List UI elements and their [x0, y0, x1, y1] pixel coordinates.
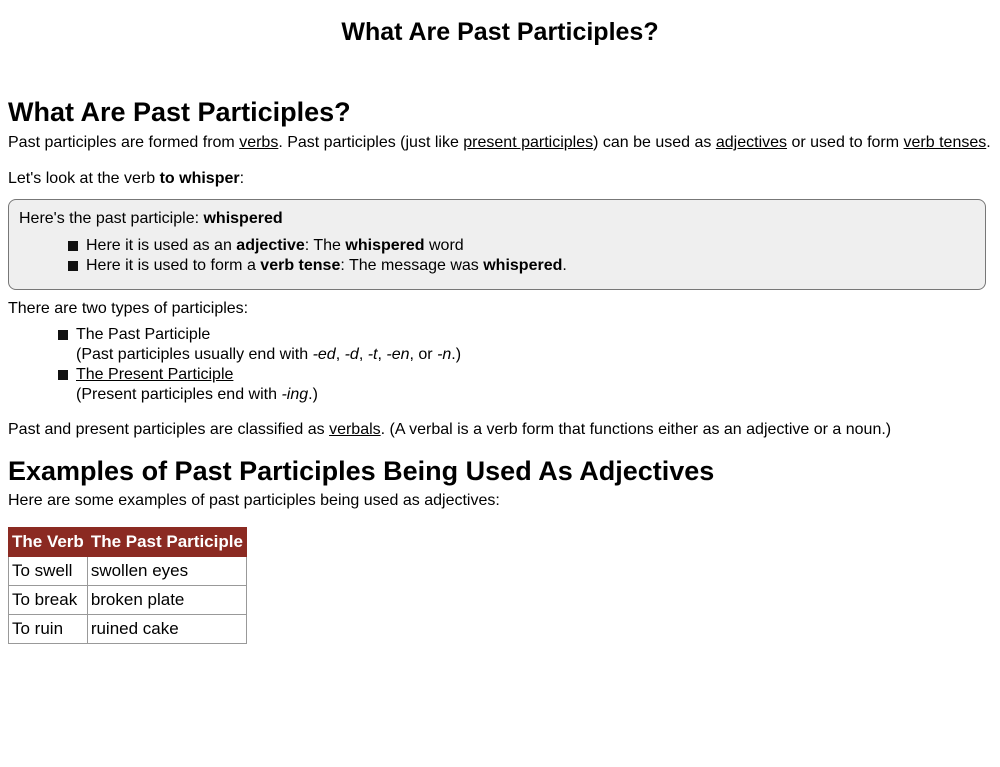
table-header-row [9, 528, 247, 557]
box-participle: whispered [203, 210, 283, 227]
suffix-ed: -ed [312, 346, 336, 363]
table-cell: ruined cake [87, 615, 246, 644]
sep: , [377, 346, 387, 363]
box-label [19, 209, 975, 229]
note-suffix: .) [308, 386, 318, 403]
box-list-item [68, 256, 975, 276]
type-note [76, 345, 992, 365]
table-cell: swollen eyes [87, 557, 246, 586]
table-cell: broken plate [87, 586, 246, 615]
note-prefix: (Present participles end with [76, 386, 282, 403]
verbals-text-2: . (A verbal is a verb form that functions either as an adjective or a noun.) [380, 421, 892, 438]
box-list-item [68, 236, 975, 256]
table-row [9, 586, 247, 615]
suffix-ing: -ing [281, 386, 309, 403]
item-text-e: . [562, 257, 567, 274]
square-bullet-icon [58, 330, 68, 340]
table-row [9, 557, 247, 586]
participle-types [8, 299, 992, 405]
square-bullet-icon [58, 370, 68, 380]
verbs-link[interactable]: verbs [239, 134, 279, 151]
example-box [8, 199, 986, 290]
present-participles-link[interactable]: present participles [463, 134, 594, 151]
item-text-c: : The [304, 237, 346, 254]
type-title: The Past Participle [76, 326, 211, 343]
look-verb: to whisper [159, 170, 240, 187]
verb-tenses-link[interactable]: verb tenses [903, 134, 987, 151]
page-title: What Are Past Participles? [341, 18, 659, 46]
examples-intro: Here are some examples of past participles being used as adjectives: [8, 492, 500, 509]
sep: , or [409, 346, 438, 363]
square-bullet-icon [68, 261, 78, 271]
table-header-participle: The Past Participle [87, 528, 246, 557]
suffix-n: -n [437, 346, 452, 363]
intro-paragraph [8, 133, 992, 153]
look-suffix: : [239, 170, 245, 187]
types-list [58, 325, 992, 405]
intro-text-1: Past participles are formed from [8, 134, 240, 151]
item-text-b: adjective [236, 237, 305, 254]
intro-text-3: ) can be used as [593, 134, 716, 151]
intro-text-2: . Past participles (just like [278, 134, 464, 151]
box-list [68, 236, 975, 276]
look-prefix: Let's look at the verb [8, 170, 160, 187]
item-text-d: whispered [483, 257, 563, 274]
suffix-d: -d [344, 346, 359, 363]
sep: , [358, 346, 368, 363]
section-heading-examples: Examples of Past Participles Being Used As Adjectives [8, 456, 715, 486]
item-text-b: verb tense [260, 257, 341, 274]
section-heading-what-are: What Are Past Participles? [8, 97, 351, 127]
item-text-a: Here it is used to form a [86, 257, 261, 274]
examples-table [8, 527, 247, 644]
table-row [9, 615, 247, 644]
table-header-verb: The Verb [9, 528, 88, 557]
intro-text-4: or used to form [787, 134, 904, 151]
suffix-t: -t [367, 346, 378, 363]
main-content [8, 95, 992, 644]
type-note [76, 385, 992, 405]
type-item-past [58, 325, 992, 365]
square-bullet-icon [68, 241, 78, 251]
item-text-d: whispered [345, 237, 425, 254]
present-participle-link[interactable]: The Present Participle [76, 366, 234, 383]
verbals-paragraph [8, 420, 992, 440]
intro-text-5: . [986, 134, 991, 151]
sep: , [335, 346, 345, 363]
type-item-present [58, 365, 992, 405]
verbals-link[interactable]: verbals [329, 421, 381, 438]
adjectives-link[interactable]: adjectives [715, 134, 788, 151]
item-text-a: Here it is used as an [86, 237, 237, 254]
note-prefix: (Past participles usually end with [76, 346, 313, 363]
table-cell: To swell [9, 557, 88, 586]
note-suffix: .) [451, 346, 462, 363]
suffix-en: -en [386, 346, 410, 363]
look-at-verb [8, 169, 992, 189]
verbals-text-1: Past and present participles are classified as [8, 421, 330, 438]
item-text-c: : The message was [340, 257, 484, 274]
box-label-text: Here's the past participle: [19, 210, 204, 227]
table-cell: To ruin [9, 615, 88, 644]
table-cell: To break [9, 586, 88, 615]
item-text-e: word [424, 237, 464, 254]
types-intro: There are two types of participles: [8, 300, 249, 317]
